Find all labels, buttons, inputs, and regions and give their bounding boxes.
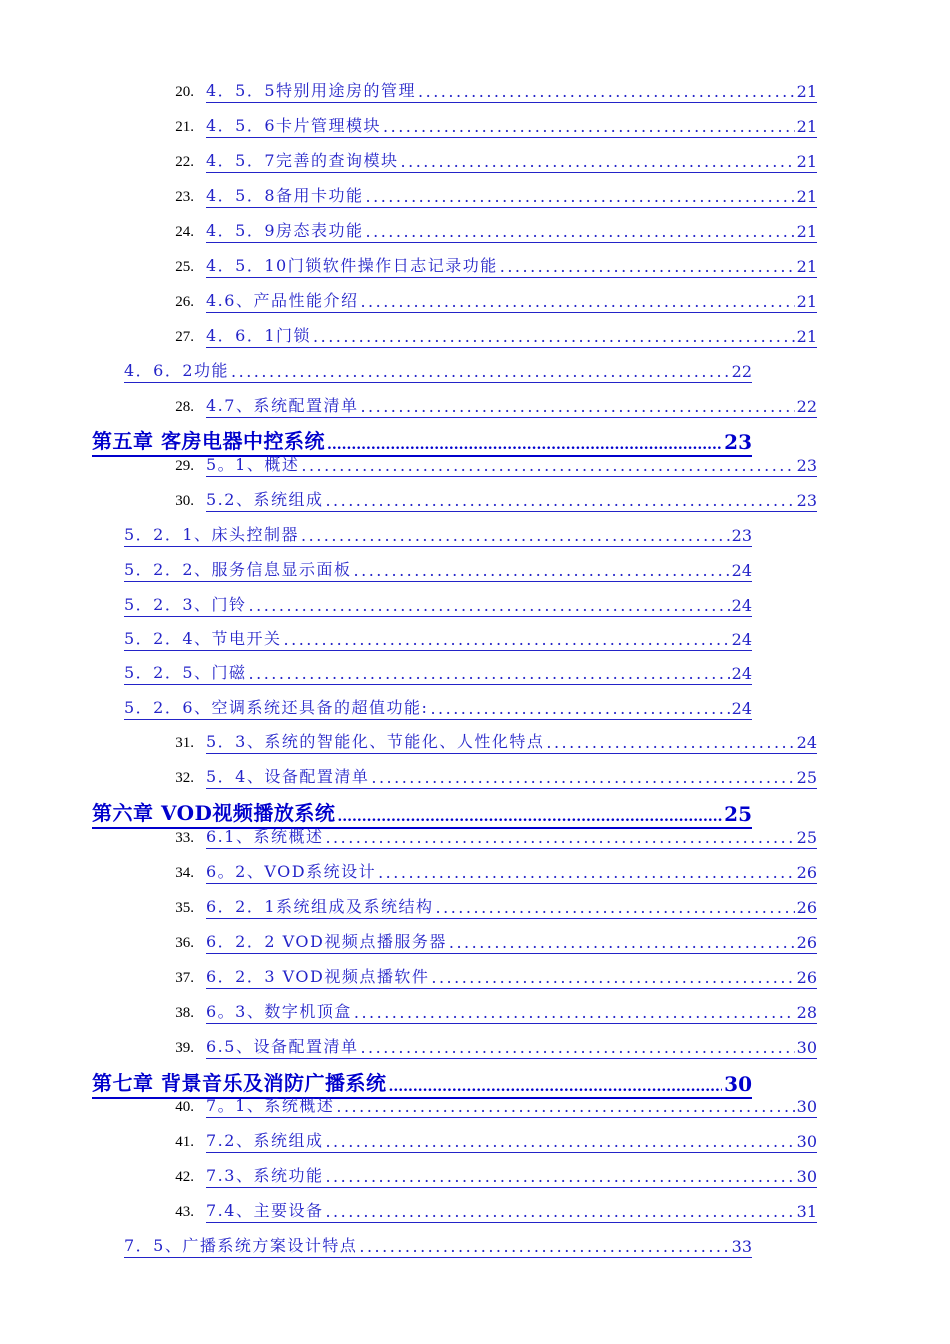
toc-page-number: 25 — [796, 768, 817, 787]
toc-item-number: 38. — [175, 1005, 194, 1021]
toc-leader-dots — [325, 491, 794, 510]
toc-row — [0, 859, 950, 883]
toc-chapter-row — [0, 1067, 950, 1096]
toc-row — [0, 1034, 950, 1058]
toc-row — [0, 729, 950, 753]
toc-leader-dots — [325, 828, 794, 847]
toc-entry-link[interactable] — [206, 393, 817, 418]
toc-row — [0, 1093, 950, 1117]
toc-item-number: 21. — [175, 119, 194, 135]
toc-entry-label: 6．2．1系统组成及系统结构 — [206, 897, 434, 916]
toc-leader-dots — [336, 1097, 794, 1116]
toc-entry-link[interactable] — [206, 1198, 817, 1223]
toc-entry-label: 4．5．5特别用途房的管理 — [206, 81, 417, 100]
toc-page-number: 25 — [724, 802, 752, 826]
toc-row — [0, 78, 950, 102]
toc-row — [0, 660, 950, 684]
toc-item-number: 31. — [175, 735, 194, 751]
toc-row — [0, 358, 950, 382]
toc-page-number: 24 — [731, 664, 752, 683]
toc-entry-label: 5．2．3、门铃 — [124, 595, 247, 614]
toc-item-number: 20. — [175, 84, 194, 100]
toc-leader-dots — [354, 561, 730, 580]
toc-entry-label: 5．3、系统的智能化、节能化、人性化特点 — [206, 732, 545, 751]
toc-page-number: 21 — [796, 327, 817, 346]
toc-item-number: 34. — [175, 865, 194, 881]
toc-entry-label: 5．2．4、节电开关 — [124, 629, 282, 648]
toc-row — [0, 894, 950, 918]
toc-entry-label: 4．5．10门锁软件操作日志记录功能 — [206, 256, 498, 275]
toc-entry-link[interactable] — [124, 522, 752, 547]
toc-row — [0, 218, 950, 242]
toc-entry-label: 4．5．9房态表功能 — [206, 221, 364, 240]
toc-item-number: 40. — [175, 1099, 194, 1115]
toc-row — [0, 452, 950, 476]
toc-item-number: 30. — [175, 493, 194, 509]
toc-entry-link[interactable] — [124, 557, 752, 582]
toc-page-number: 24 — [796, 733, 817, 752]
toc-entry-link[interactable] — [206, 148, 817, 173]
toc-item-number: 27. — [175, 329, 194, 345]
toc-entry-link[interactable] — [124, 358, 752, 383]
toc-row — [0, 824, 950, 848]
toc-entry-link[interactable] — [206, 1093, 817, 1118]
toc-entry-link[interactable] — [206, 288, 817, 313]
toc-entry-link[interactable] — [206, 859, 817, 884]
toc-page-number: 28 — [796, 1003, 817, 1022]
toc-row — [0, 1163, 950, 1187]
toc-entry-label: 6.5、设备配置清单 — [206, 1037, 359, 1056]
toc-item-number: 32. — [175, 770, 194, 786]
toc-entry-label: 5．2．2、服务信息显示面板 — [124, 560, 352, 579]
toc-row — [0, 626, 950, 650]
toc-leader-dots — [359, 1237, 729, 1256]
toc-leader-dots — [354, 1003, 795, 1022]
toc-item-number: 22. — [175, 154, 194, 170]
toc-leader-dots — [360, 292, 794, 311]
toc-leader-dots — [325, 1167, 794, 1186]
toc-leader-dots — [366, 187, 795, 206]
toc-entry-label: 第七章 背景音乐及消防广播系统 — [92, 1071, 387, 1095]
toc-page-number: 30 — [724, 1072, 752, 1096]
toc-entry-link[interactable] — [206, 929, 817, 954]
toc-entry-link[interactable] — [124, 695, 752, 720]
toc-row — [0, 148, 950, 172]
toc-leader-dots — [301, 456, 794, 475]
toc-page-number: 21 — [796, 187, 817, 206]
toc-entry-link[interactable] — [206, 824, 817, 849]
toc-item-number: 41. — [175, 1134, 194, 1150]
toc-entry-link[interactable] — [206, 999, 817, 1024]
toc-row — [0, 999, 950, 1023]
toc-leader-dots — [436, 898, 795, 917]
toc-leader-dots — [360, 397, 794, 416]
toc-entry-label: 4．5．8备用卡功能 — [206, 186, 364, 205]
toc-row — [0, 1128, 950, 1152]
toc-page-number: 25 — [796, 828, 817, 847]
toc-page-number: 26 — [796, 898, 817, 917]
toc-page-number: 21 — [796, 117, 817, 136]
toc-entry-label: 5。1、概述 — [206, 455, 300, 474]
toc-row — [0, 1198, 950, 1222]
toc-entry-label: 7．5、广播系统方案设计特点 — [124, 1236, 358, 1255]
toc-chapter-row — [0, 797, 950, 826]
toc-leader-dots — [500, 257, 795, 276]
toc-row — [0, 522, 950, 546]
toc-entry-label: 7.3、系统功能 — [206, 1166, 324, 1185]
toc-chapter-row — [0, 425, 950, 454]
toc-item-number: 42. — [175, 1169, 194, 1185]
toc-item-number: 33. — [175, 830, 194, 846]
toc-item-number: 36. — [175, 935, 194, 951]
toc-entry-link[interactable] — [124, 1233, 752, 1258]
toc-item-number: 29. — [175, 458, 194, 474]
toc-leader-dots — [231, 362, 730, 381]
toc-row — [0, 964, 950, 988]
toc-page-number: 23 — [796, 456, 817, 475]
toc-row — [0, 764, 950, 788]
toc-page-number: 24 — [731, 596, 752, 615]
toc-entry-label: 4．5．7完善的查询模块 — [206, 151, 399, 170]
toc-page-number: 23 — [724, 430, 752, 454]
toc-row — [0, 113, 950, 137]
toc-page-number: 33 — [731, 1237, 752, 1256]
toc-item-number: 37. — [175, 970, 194, 986]
toc-row — [0, 253, 950, 277]
toc-page-number: 22 — [796, 397, 817, 416]
toc-leader-dots — [249, 664, 730, 683]
toc-row — [0, 557, 950, 581]
toc-row — [0, 323, 950, 347]
toc-entry-label: 7。1、系统概述 — [206, 1096, 335, 1115]
toc-entry-link[interactable] — [206, 764, 817, 789]
toc-row — [0, 592, 950, 616]
toc-entry-label: 5．2．6、空调系统还具备的超值功能: — [124, 698, 429, 717]
toc-entry-label: 6．2．2 VOD视频点播服务器 — [206, 932, 447, 951]
toc-page-number: 26 — [796, 968, 817, 987]
toc-item-number: 43. — [175, 1204, 194, 1220]
toc-row — [0, 393, 950, 417]
toc-page-number: 26 — [796, 863, 817, 882]
toc-row — [0, 1233, 950, 1257]
toc-entry-label: 5．2．5、门磁 — [124, 663, 247, 682]
toc-leader-dots — [327, 430, 722, 454]
toc-entry-label: 6。2、VOD系统设计 — [206, 862, 377, 881]
toc-page-number: 21 — [796, 222, 817, 241]
toc-page-number: 21 — [796, 292, 817, 311]
toc-entry-label: 5.2、系统组成 — [206, 490, 324, 509]
toc-page-number: 24 — [731, 699, 752, 718]
toc-page-number: 30 — [796, 1167, 817, 1186]
toc-page-number: 23 — [796, 491, 817, 510]
toc-page-number: 21 — [796, 257, 817, 276]
toc-leader-dots — [249, 596, 730, 615]
toc-entry-label: 4．5．6卡片管理模块 — [206, 116, 382, 135]
toc-leader-dots — [313, 327, 795, 346]
toc-row — [0, 183, 950, 207]
toc-page-number: 30 — [796, 1132, 817, 1151]
toc-entry-label: 7.2、系统组成 — [206, 1131, 324, 1150]
toc-row — [0, 695, 950, 719]
toc-entry-label: 4.7、系统配置清单 — [206, 396, 359, 415]
toc-page-number: 26 — [796, 933, 817, 952]
toc-item-number: 24. — [175, 224, 194, 240]
toc-entry-label: 第六章 VOD视频播放系统 — [92, 801, 336, 825]
toc-page-number: 30 — [796, 1038, 817, 1057]
toc-leader-dots — [366, 222, 795, 241]
toc-entry-link[interactable] — [206, 323, 817, 348]
toc-entry-link[interactable] — [124, 660, 752, 685]
toc-entry-link[interactable] — [206, 729, 817, 754]
toc-item-number: 35. — [175, 900, 194, 916]
toc-page-number: 24 — [731, 630, 752, 649]
toc-item-number: 25. — [175, 259, 194, 275]
toc-page-number: 30 — [796, 1097, 817, 1116]
toc-entry-label: 6。3、数字机顶盒 — [206, 1002, 352, 1021]
toc-row — [0, 929, 950, 953]
toc-entry-link[interactable] — [206, 452, 817, 477]
toc-leader-dots — [378, 863, 795, 882]
toc-item-number: 26. — [175, 294, 194, 310]
toc-entry-link[interactable] — [206, 218, 817, 243]
toc-entry-label: 4．6．2功能 — [124, 361, 230, 380]
toc-page-number: 21 — [796, 152, 817, 171]
toc-leader-dots — [383, 117, 795, 136]
toc-entry-label: 6.1、系统概述 — [206, 827, 324, 846]
toc-row — [0, 288, 950, 312]
toc-entry-label: 4.6、产品性能介绍 — [206, 291, 359, 310]
toc-leader-dots — [360, 1038, 794, 1057]
toc-leader-dots — [546, 733, 794, 752]
toc-leader-dots — [371, 768, 794, 787]
toc-entry-link[interactable] — [206, 894, 817, 919]
toc-leader-dots — [284, 630, 730, 649]
toc-entry-link[interactable] — [206, 1034, 817, 1059]
toc-page-number: 31 — [796, 1202, 817, 1221]
toc-leader-dots — [301, 526, 730, 545]
toc-entry-label: 7.4、主要设备 — [206, 1201, 324, 1220]
toc-leader-dots — [449, 933, 795, 952]
toc-page-number: 23 — [731, 526, 752, 545]
toc-entry-link[interactable] — [124, 626, 752, 651]
toc-entry-link[interactable] — [206, 487, 817, 512]
toc-leader-dots — [431, 968, 794, 987]
toc-entry-link[interactable] — [206, 78, 817, 103]
toc-entry-link[interactable] — [206, 1163, 817, 1188]
toc-entry-label: 第五章 客房电器中控系统 — [92, 429, 325, 453]
toc-item-number: 28. — [175, 399, 194, 415]
toc-entry-link[interactable] — [206, 964, 817, 989]
toc-entry-label: 5．2．1、床头控制器 — [124, 525, 300, 544]
toc-row — [0, 487, 950, 511]
toc-leader-dots — [418, 82, 795, 101]
toc-entry-label: 6．2．3 VOD视频点播软件 — [206, 967, 430, 986]
toc-item-number: 39. — [175, 1040, 194, 1056]
toc-leader-dots — [325, 1132, 794, 1151]
toc-entry-link[interactable] — [206, 113, 817, 138]
toc-leader-dots — [430, 699, 729, 718]
toc-item-number: 23. — [175, 189, 194, 205]
toc-page-number: 24 — [731, 561, 752, 580]
toc-entry-link[interactable] — [206, 1128, 817, 1153]
toc-page-number: 21 — [796, 82, 817, 101]
toc-entry-link[interactable] — [206, 183, 817, 208]
toc-page-number: 22 — [731, 362, 752, 381]
toc-entry-label: 5．4、设备配置清单 — [206, 767, 370, 786]
toc-entry-label: 4．6．1门锁 — [206, 326, 312, 345]
toc-entry-link[interactable] — [124, 592, 752, 617]
toc-leader-dots — [337, 802, 722, 826]
toc-entry-link[interactable] — [206, 253, 817, 278]
toc-leader-dots — [325, 1202, 794, 1221]
toc-leader-dots — [401, 152, 795, 171]
